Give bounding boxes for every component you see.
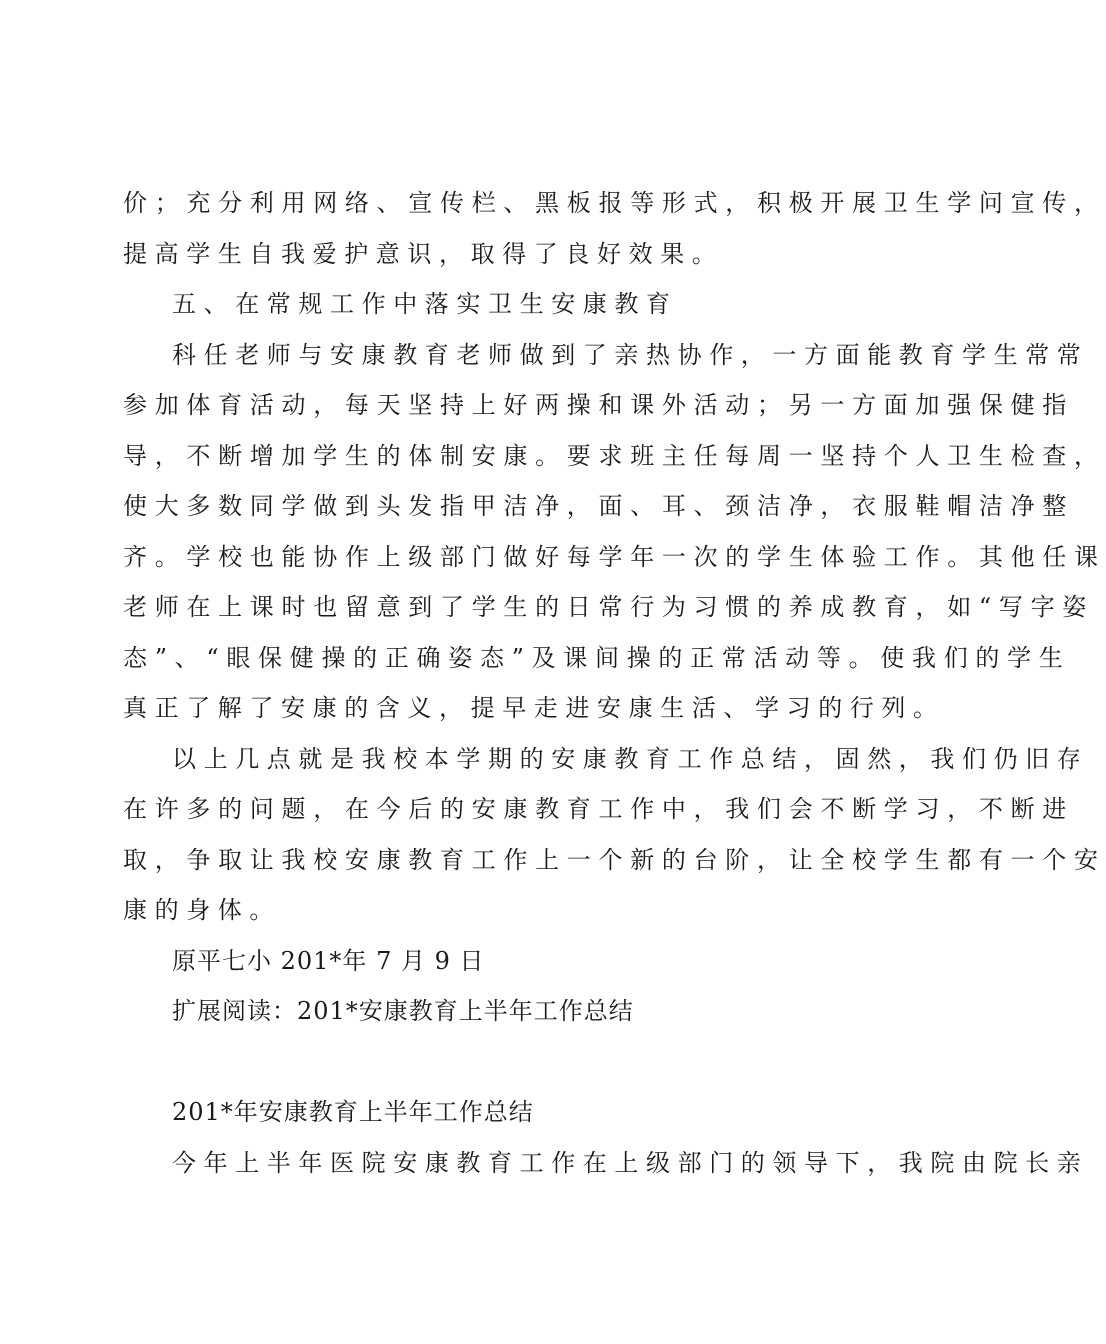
article-title: 201*年安康教育上半年工作总结	[172, 1098, 534, 1126]
paragraph-line: 取，争取让我校安康教育工作上一个新的台阶，让全校学生都有一个安	[123, 846, 1106, 874]
paragraph-line: 今年上半年医院安康教育工作在上级部门的领导下，我院由院长亲	[172, 1149, 1089, 1177]
paragraph-line: 真正了解了安康的含义，提早走进安康生活、学习的行列。	[123, 694, 945, 722]
section-heading: 五、在常规工作中落实卫生安康教育	[172, 290, 678, 318]
paragraph-line: 老师在上课时也留意到了学生的日常行为习惯的养成教育，如“写字姿	[123, 593, 1094, 621]
paragraph-line: 以上几点就是我校本学期的安康教育工作总结，固然，我们仍旧存	[172, 745, 1089, 773]
signature-date: 原平七小 201*年 7 月 9 日	[172, 947, 485, 975]
paragraph-line: 齐。学校也能协作上级部门做好每学年一次的学生体验工作。其他任课	[123, 543, 1106, 571]
paragraph-line: 使大多数同学做到头发指甲洁净，面、耳、颈洁净，衣服鞋帽洁净整	[123, 492, 1074, 520]
paragraph-line: 态”、“眼保健操的正确姿态”及课间操的正常活动等。使我们的学生	[123, 644, 1071, 672]
paragraph-line: 参加体育活动，每天坚持上好两操和课外活动；另一方面加强保健指	[123, 391, 1074, 419]
extended-reading-link: 扩展阅读：201*安康教育上半年工作总结	[172, 997, 634, 1025]
paragraph-line: 价；充分利用网络、宣传栏、黑板报等形式，积极开展卫生学问宣传，	[123, 189, 1106, 217]
paragraph-line: 提高学生自我爱护意识，取得了良好效果。	[123, 240, 724, 268]
paragraph-line: 康的身体。	[123, 896, 281, 924]
paragraph-line: 在许多的问题，在今后的安康教育工作中，我们会不断学习，不断进	[123, 795, 1074, 823]
paragraph-line: 科任老师与安康教育老师做到了亲热协作，一方面能教育学生常常	[172, 341, 1089, 369]
paragraph-line: 导，不断增加学生的体制安康。要求班主任每周一坚持个人卫生检查，	[123, 442, 1106, 470]
